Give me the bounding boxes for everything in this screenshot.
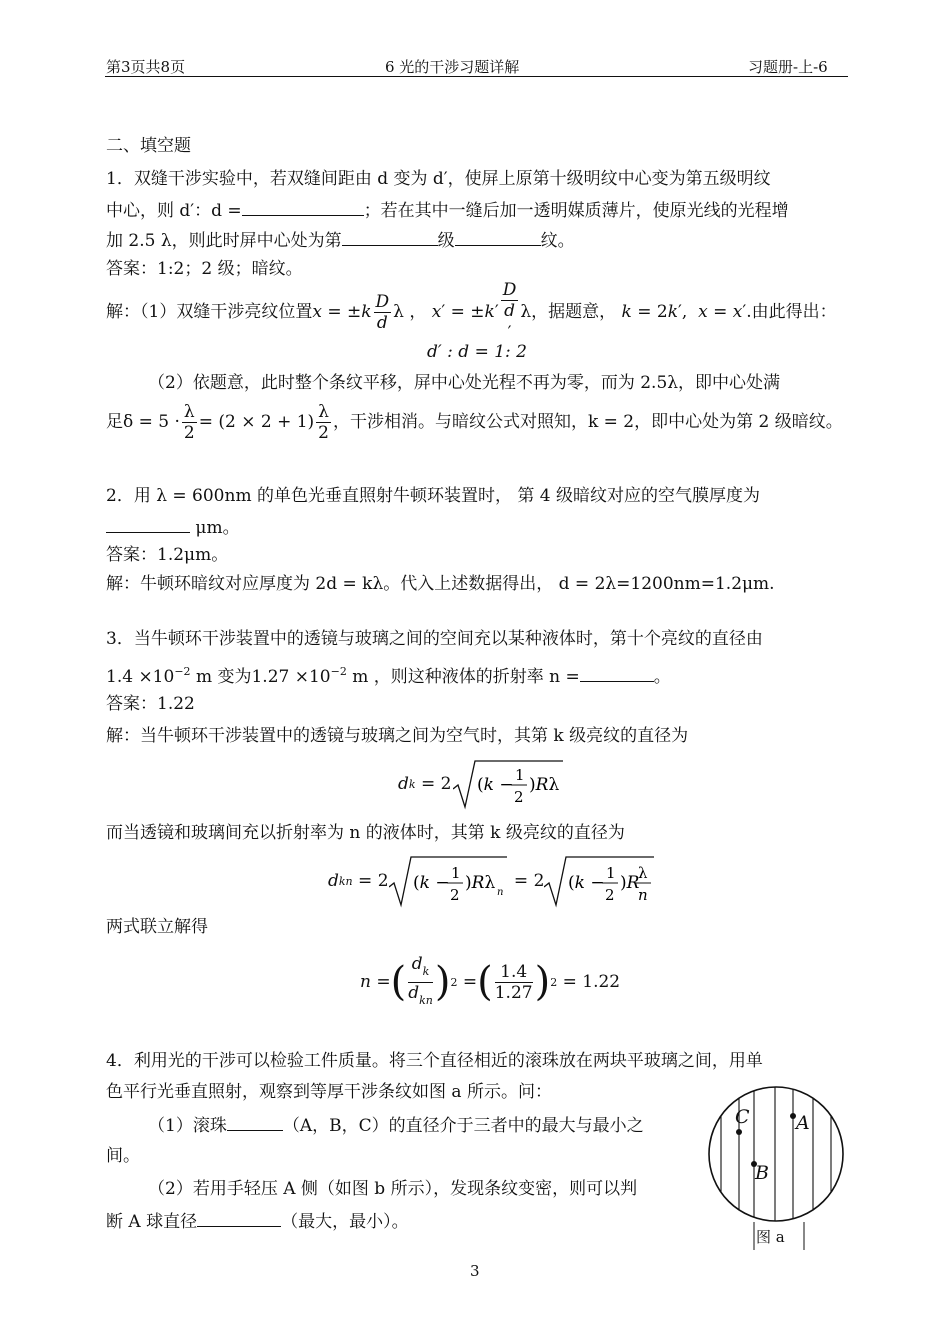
q1-line3b: 级 xyxy=(437,231,455,251)
svg-text:(k −: (k − xyxy=(412,873,450,893)
q1-ratio-result: d′ : d = 1: 2 xyxy=(427,342,527,362)
q1-line2a: 中心，则 d′：d = xyxy=(106,201,242,221)
q1-line1: 1．双缝干涉实验中，若双缝间距由 d 变为 d′，使屏上原第十级明纹中心变为第五级明纹 xyxy=(106,169,771,189)
svg-text:2: 2 xyxy=(514,788,524,806)
q2-line2 xyxy=(106,514,240,540)
q1-sol2-prefix: 足 xyxy=(106,412,123,432)
svg-text:n: n xyxy=(496,887,503,898)
q1-blank-type[interactable] xyxy=(455,227,541,246)
q4-part1b: （A，B，C）的直径介于三者中的最大与最小之 xyxy=(282,1116,644,1136)
q3-sol1: 解：当牛顿环干涉装置中的透镜与玻璃之间为空气时，其第 k 级亮纹的直径为 xyxy=(106,726,689,746)
q3-sol2: 而当透镜和玻璃间充以折射率为 n 的液体时，其第 k 级亮纹的直径为 xyxy=(106,823,625,843)
q3-exp-1: −2 xyxy=(174,665,191,678)
sqrt-sign-icon xyxy=(544,853,656,909)
q4-part1c: 间。 xyxy=(106,1146,140,1166)
q3-value-after: m 变为1.27 ×10 xyxy=(190,667,331,687)
q2-line2-unit: μm。 xyxy=(190,518,240,538)
formula-dkn: d kn = 2 (k − 1 2 )Rλ n = 2 (k − 1 2 )R λ n xyxy=(328,852,656,910)
formula-n-result: n = ( $\frac{d_k}{d_{kn}}$ ) 2 = ( $\frac{1.4}{1.27}$ ) 2 = 1.22 xyxy=(360,953,621,1007)
q1-blank-ratio[interactable] xyxy=(242,197,364,216)
q1-sol1-tail: .由此得出： xyxy=(746,302,837,322)
svg-text:(k −: (k − xyxy=(568,873,605,893)
q3-blank-index[interactable] xyxy=(580,663,654,682)
label-ball-a: A xyxy=(796,1112,810,1134)
q2-answer: 答案：1.2μm。 xyxy=(106,545,229,565)
q3-answer: 答案：1.22 xyxy=(106,694,195,714)
figure-a xyxy=(702,1084,848,1250)
formula-dk: d k = 2 (k − 1 2 )Rλ xyxy=(398,756,563,812)
q4-blank-ball[interactable] xyxy=(227,1112,283,1131)
header-left: 第3页共8页 xyxy=(106,58,186,76)
q3-line1: 3．当牛顿环干涉装置中的透镜与玻璃之间的空间充以某种液体时，第十个亮纹的直径由 xyxy=(106,629,763,649)
q4-line2: 色平行光垂直照射，观察到等厚干涉条纹如图 a 所示。问： xyxy=(106,1082,552,1102)
formula-path-difference: δ = 5 · $\frac{\lambda}{2}$ = (2 × 2 + 1) $\frac{\lambda}{2}$ xyxy=(123,401,329,443)
label-ball-b: B xyxy=(755,1162,769,1184)
figure-label: 图 a xyxy=(756,1228,785,1246)
q1-sol2-line1: （2）依题意，此时整个条纹平移，屏中心处光程不再为零，而为 2.5λ，即中心处满 xyxy=(148,373,781,393)
q3-value-before: 1.4 ×10 xyxy=(106,667,175,687)
q4-part2 xyxy=(106,1208,409,1234)
q4-part1 xyxy=(148,1112,644,1138)
page-number: 3 xyxy=(470,1262,480,1280)
svg-text:1: 1 xyxy=(606,864,616,882)
q2-solution: 解：牛顿环暗纹对应厚度为 2d = kλ。代入上述数据得出， d = 2λ=1200nm=1.2μm. xyxy=(106,574,775,594)
header-rule xyxy=(105,76,848,77)
formula-bright-position: x = ±k $\frac{D}{d}$ λ ， x′ = ±k′ D d ′λ xyxy=(312,279,532,343)
q3-line2c: m ，则这种液体的折射率 n = xyxy=(346,667,580,687)
q3-sol3: 两式联立解得 xyxy=(106,917,208,937)
formula-k-relation: k = 2k′, x = x′ xyxy=(621,302,747,322)
q1-solution-1 xyxy=(106,279,837,343)
svg-text:2: 2 xyxy=(605,886,615,904)
q4-part2a: （2）若用手轻压 A 侧（如图 b 所示），发现条纹变密，则可以判 xyxy=(148,1179,638,1199)
sqrt-sign-icon xyxy=(389,853,509,909)
section-title: 二、填空题 xyxy=(106,136,191,156)
q1-line3c: 纹。 xyxy=(540,231,575,251)
header-right: 习题册-上-6 xyxy=(748,58,828,76)
svg-text:2: 2 xyxy=(449,886,460,904)
q3-line2d: 。 xyxy=(653,667,671,687)
sqrt-sign-icon xyxy=(453,757,563,811)
q2-line1: 2．用 λ = 600nm 的单色光垂直照射牛顿环装置时， 第 4 级暗纹对应的空气膜厚度为 xyxy=(106,486,760,506)
q1-line2 xyxy=(106,197,789,223)
header-center: 6 光的干涉习题详解 xyxy=(385,58,520,76)
svg-text:)Rλ: )Rλ xyxy=(464,873,495,893)
q4-part2c: （最大，最小）。 xyxy=(281,1212,409,1232)
q1-sol1-prefix: 解：（1）双缝干涉亮纹位置 xyxy=(106,302,313,322)
q1-sol2-line2 xyxy=(106,398,843,446)
q1-answer: 答案：1:2；2 级；暗纹。 xyxy=(106,259,303,279)
svg-text:(k −: (k − xyxy=(477,775,515,795)
q1-line2b: ；若在其中一缝后加一透明媒质薄片，使原光线的光程增 xyxy=(363,201,789,221)
svg-text:1: 1 xyxy=(515,766,525,784)
q4-blank-size[interactable] xyxy=(197,1208,281,1227)
svg-text:λ: λ xyxy=(638,864,648,882)
q4-part1a: （1）滚珠 xyxy=(148,1116,227,1136)
label-ball-c: C xyxy=(735,1106,750,1128)
svg-text:)Rλ: )Rλ xyxy=(529,775,560,795)
svg-text:)R: )R xyxy=(620,873,640,893)
q3-line2 xyxy=(106,660,671,689)
q2-blank-thickness[interactable] xyxy=(106,514,190,533)
svg-text:n: n xyxy=(638,886,649,904)
q3-exp-2: −2 xyxy=(330,665,347,678)
ball-c-dot xyxy=(736,1129,742,1135)
q4-line1: 4．利用光的干涉可以检验工件质量。将三个直径相近的滚珠放在两块平玻璃之间，用单 xyxy=(106,1051,763,1071)
svg-text:1: 1 xyxy=(450,864,461,882)
q4-part2b: 断 A 球直径 xyxy=(106,1212,198,1232)
q1-sol1-mid: ，据题意， xyxy=(531,302,617,322)
q1-line3 xyxy=(106,227,575,253)
q1-line3a: 加 2.5 λ，则此时屏中心处为第 xyxy=(106,231,342,251)
q1-blank-order[interactable] xyxy=(342,227,438,246)
q1-sol2-tail: ，干涉相消。与暗纹公式对照知，k = 2，即中心处为第 2 级暗纹。 xyxy=(332,412,843,432)
